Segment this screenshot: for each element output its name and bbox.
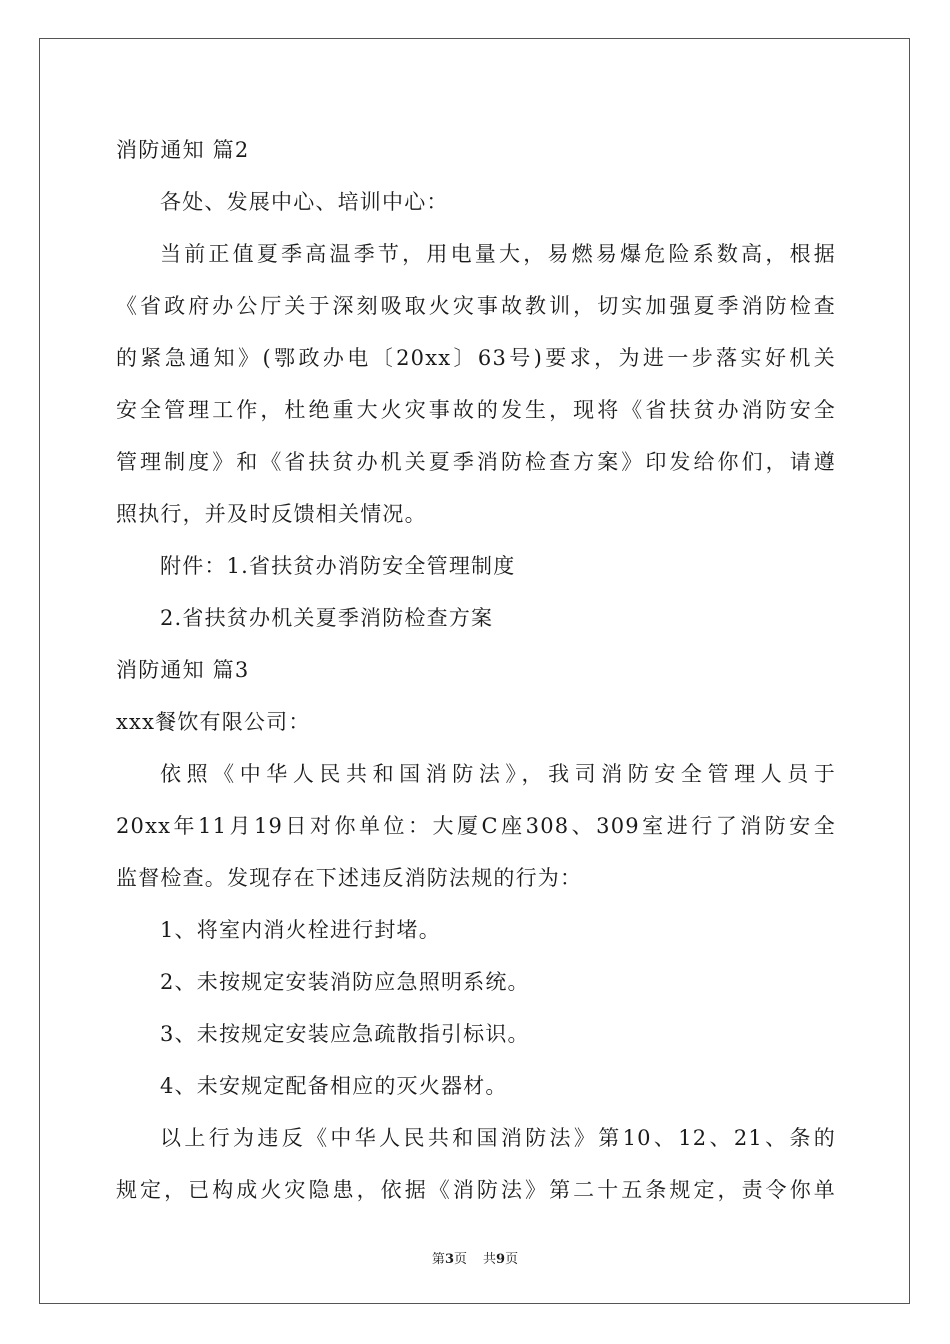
page-total: 9 (496, 1252, 506, 1267)
paragraph-line: 20xx年11月19日对你单位：大厦C座308、309室进行了消防安全 (116, 814, 836, 838)
section-heading: 消防通知 篇2 (116, 138, 250, 162)
paragraph-line: 的紧急通知》(鄂政办电〔20xx〕63号)要求，为进一步落实好机关 (116, 346, 836, 370)
section-heading: 消防通知 篇3 (116, 658, 250, 682)
attachment-line: 2.省扶贫办机关夏季消防检查方案 (160, 606, 494, 630)
list-item: 4、未安规定配备相应的灭火器材。 (160, 1074, 508, 1098)
total-prefix: 共 (483, 1252, 497, 1267)
paragraph-line: 规定，已构成火灾隐患，依据《消防法》第二十五条规定，责令你单 (116, 1178, 836, 1202)
list-item: 3、未按规定安装应急疏散指引标识。 (160, 1022, 530, 1046)
total-suffix: 页 (505, 1252, 519, 1267)
paragraph-line: 监督检查。发现存在下述违反消防法规的行为： (116, 866, 583, 890)
paragraph-line: 以上行为违反《中华人民共和国消防法》第10、12、21、条的 (160, 1126, 836, 1150)
paragraph-line: 依照《中华人民共和国消防法》，我司消防安全管理人员于 (160, 762, 836, 786)
paragraph-line: 管理制度》和《省扶贫办机关夏季消防检查方案》印发给你们，请遵 (116, 450, 836, 474)
paragraph-line: 当前正值夏季高温季节，用电量大，易燃易爆危险系数高，根据 (160, 242, 836, 266)
list-item: 1、将室内消火栓进行封堵。 (160, 918, 441, 942)
salutation: 各处、发展中心、培训中心： (160, 190, 449, 214)
list-item: 2、未按规定安装消防应急照明系统。 (160, 970, 530, 994)
page-footer (0, 1248, 950, 1267)
addressee: xxx餐饮有限公司： (116, 710, 311, 734)
attachment-line: 附件：1.省扶贫办消防安全管理制度 (160, 554, 516, 578)
page-suffix: 页 (453, 1252, 467, 1267)
paragraph-line: 安全管理工作，杜绝重大火灾事故的发生，现将《省扶贫办消防安全 (116, 398, 836, 422)
paragraph-line: 照执行，并及时反馈相关情况。 (116, 502, 427, 526)
page-prefix: 第 (431, 1252, 445, 1267)
document-body (116, 124, 836, 1216)
paragraph-line: 《省政府办公厅关于深刻吸取火灾事故教训，切实加强夏季消防检查 (116, 294, 836, 318)
page-current: 3 (444, 1252, 454, 1267)
